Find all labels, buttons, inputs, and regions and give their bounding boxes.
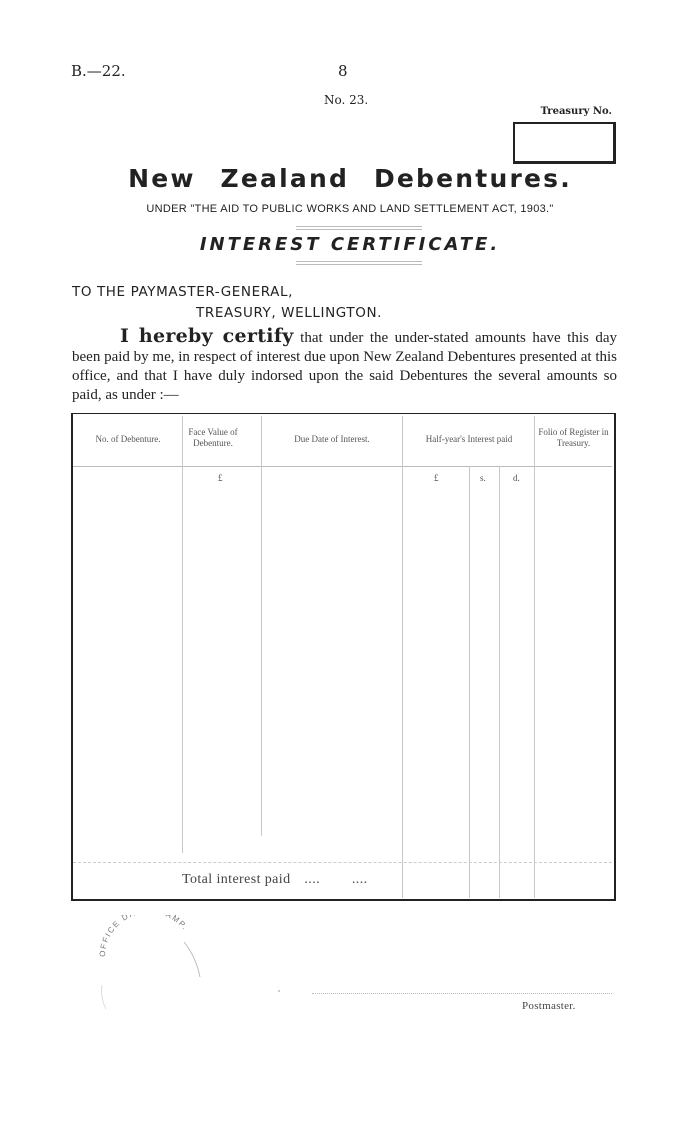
col-header-debenture-no: No. of Debenture.	[95, 434, 161, 444]
certify-body: that under the under-stated amounts have this day been paid by me, in respect of interest due upon New Zealand Debentures presented at this office, and that I have duly indorsed upon the said Debentures the several amounts so paid, as under :—	[72, 330, 617, 403]
col-header-interest-paid: Half-year's Interest paid	[425, 434, 513, 444]
interest-shillings: s.	[480, 473, 486, 483]
signature-line	[312, 993, 612, 994]
stamp-circle	[96, 925, 216, 1020]
divider	[296, 261, 422, 262]
interest-pounds: £	[434, 473, 439, 483]
total-rule	[73, 862, 612, 863]
divider	[296, 226, 422, 227]
total-leader-dots: ....	[351, 872, 368, 887]
face-value-pounds: £	[218, 473, 223, 483]
stamp-label: OFFICE D AMP.	[97, 915, 191, 958]
document-reference: B.—22.	[71, 62, 126, 80]
total-interest-row	[182, 872, 368, 888]
column-divider	[261, 416, 262, 836]
page-number: 8	[338, 62, 348, 80]
divider	[296, 264, 422, 265]
column-divider	[499, 466, 500, 898]
document-subtitle: UNDER "THE AID TO PUBLIC WORKS AND LAND SETTLEMENT ACT, 1903."	[146, 203, 554, 215]
interest-pence: d.	[513, 473, 520, 483]
dot-mark	[278, 990, 280, 992]
col-header-due-date: Due Date of Interest.	[294, 434, 370, 444]
address-line-2: TREASURY, WELLINGTON.	[196, 305, 383, 321]
total-leader-dots: ....	[304, 872, 320, 887]
postmaster-signature-label: Postmaster.	[522, 1000, 576, 1012]
treasury-number-box[interactable]	[513, 122, 616, 164]
certificate-title: INTEREST CERTIFICATE.	[199, 234, 501, 255]
col-header-face-value: Face Value of Debenture.	[188, 427, 238, 448]
address-line-1: TO THE PAYMASTER-GENERAL,	[72, 284, 294, 300]
column-divider	[469, 466, 470, 898]
form-number: No. 23.	[324, 93, 369, 107]
column-divider	[402, 416, 403, 898]
document-title: New Zealand Debentures.	[128, 164, 572, 193]
divider	[296, 229, 422, 230]
treasury-number-label: Treasury No.	[540, 106, 612, 117]
header-rule	[73, 466, 612, 467]
certification-text	[72, 327, 617, 405]
certify-opening: I hereby certify	[120, 325, 294, 347]
total-interest-label: Total interest paid	[182, 872, 291, 887]
col-header-folio: Folio of Register in Treasury.	[538, 427, 609, 448]
column-divider	[182, 416, 183, 853]
column-divider	[534, 416, 535, 898]
